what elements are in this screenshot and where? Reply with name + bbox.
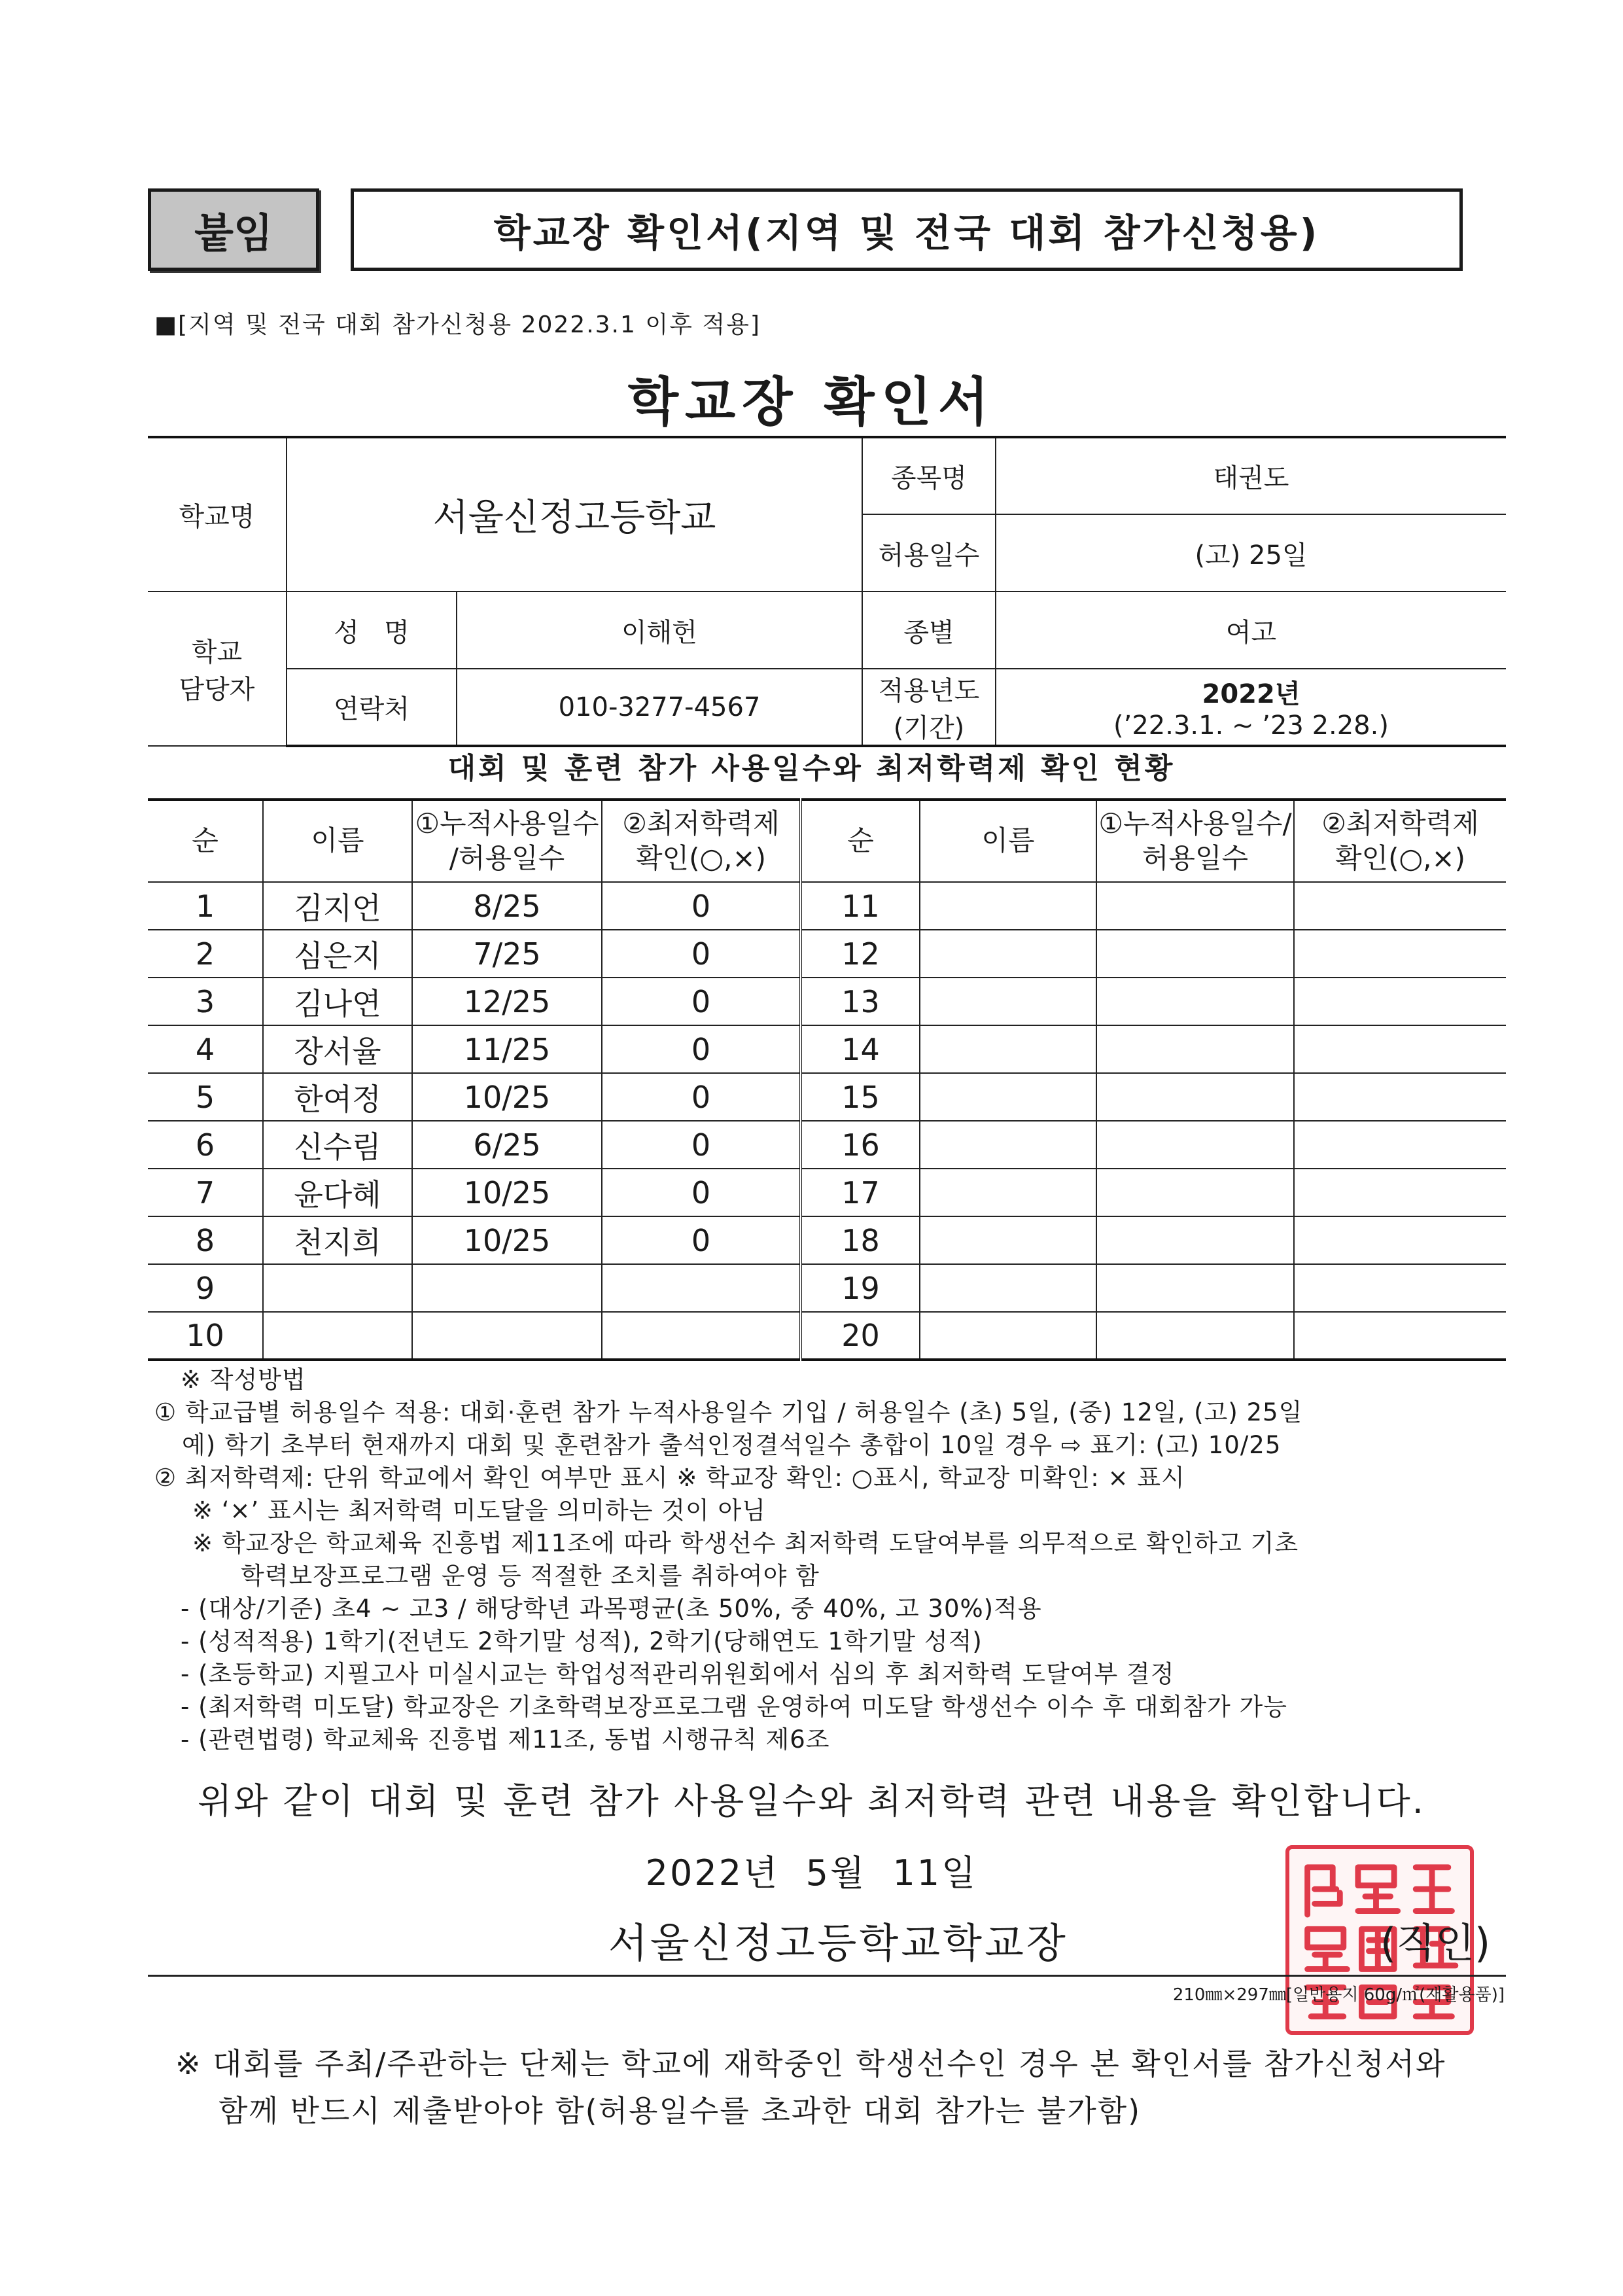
header-days-right-line2: 허용일수 [1142, 841, 1249, 874]
days-cell-right [1096, 930, 1294, 978]
academic-check-cell-right [1294, 1312, 1506, 1360]
seq-cell-right: 16 [801, 1121, 920, 1169]
school-info-table [148, 436, 1506, 747]
table-row [148, 1169, 1506, 1216]
table-row [148, 1264, 1506, 1312]
student-status-table [148, 798, 1506, 1361]
divider [148, 1975, 1506, 1977]
document-title: 학교장 확인서(지역 및 전국 대회 참가신청용) [351, 188, 1463, 271]
header-name: 이름 [263, 800, 412, 882]
student-name-cell [263, 1312, 412, 1360]
header-academic [602, 800, 801, 882]
student-name-cell: 신수림 [263, 1121, 412, 1169]
seq-cell: 8 [148, 1216, 263, 1264]
student-name-cell-right [920, 930, 1096, 978]
name-label: 성 명 [287, 592, 457, 669]
days-cell: 7/25 [412, 930, 602, 978]
seq-cell-right: 18 [801, 1216, 920, 1264]
academic-check-cell-right [1294, 882, 1506, 930]
method-line: ① 학교급별 허용일수 적용: 대회·훈련 참가 누적사용일수 기입 / 허용일수 (초) 5일, (중) 12일, (고) 25일 [154, 1398, 1303, 1426]
seq-cell-right: 14 [801, 1025, 920, 1073]
student-name-cell-right [920, 1216, 1096, 1264]
days-cell: 11/25 [412, 1025, 602, 1073]
academic-check-cell: 0 [602, 1169, 801, 1216]
days-cell-right [1096, 1025, 1294, 1073]
days-cell-right [1096, 882, 1294, 930]
year-label-line2: (기간) [893, 713, 965, 743]
header-academic-line2: 확인(○,×) [635, 841, 767, 874]
table-row [148, 1121, 1506, 1169]
academic-check-cell: 0 [602, 930, 801, 978]
table-row [148, 1073, 1506, 1121]
school-label: 학교명 [148, 437, 287, 592]
student-name-cell: 윤다혜 [263, 1169, 412, 1216]
academic-check-cell-right [1294, 1216, 1506, 1264]
seq-cell-right: 12 [801, 930, 920, 978]
seq-cell-right: 11 [801, 882, 920, 930]
seq-cell-right: 19 [801, 1264, 920, 1312]
principal-name: 서울신정고등학교학교장 [608, 1919, 1068, 1967]
academic-check-cell: 0 [602, 978, 801, 1025]
method-line: ※ 학교장은 학교체육 진흥법 제11조에 따라 학생선수 최저학력 도달여부를 의무적으로 확인하고 기초 [192, 1529, 1299, 1557]
seal-label: (직인) [1380, 1919, 1491, 1967]
days-cell-right [1096, 1073, 1294, 1121]
seq-cell: 3 [148, 978, 263, 1025]
academic-check-cell: 0 [602, 1073, 801, 1121]
seq-cell: 7 [148, 1169, 263, 1216]
academic-check-cell-right [1294, 978, 1506, 1025]
header-academic-line1: ②최저학력제 [622, 807, 780, 839]
days-cell: 12/25 [412, 978, 602, 1025]
year-value-year: 2022년 [1202, 679, 1300, 709]
student-name-cell-right [920, 978, 1096, 1025]
student-name-cell-right [920, 1312, 1096, 1360]
days-cell [412, 1312, 602, 1360]
method-line: ※ ‘×’ 표시는 최저학력 미도달을 의미하는 것이 아님 [192, 1496, 766, 1525]
applicability-note: ■[지역 및 전국 대회 참가신청용 2022.3.1 이후 적용] [154, 311, 761, 338]
table-row [148, 978, 1506, 1025]
header-academic-right-line1: ②최저학력제 [1321, 807, 1479, 839]
year-value [996, 669, 1506, 746]
academic-check-cell: 0 [602, 1025, 801, 1073]
method-line: - (최저학력 미도달) 학교장은 기초학력보장프로그램 운영하여 미도달 학생선수 이수 후 대회참가 가능 [181, 1693, 1288, 1721]
academic-check-cell-right [1294, 1121, 1506, 1169]
footer-line: 함께 반드시 제출받아야 함(허용일수를 초과한 대회 참가는 불가함) [218, 2093, 1142, 2128]
sport-label: 종목명 [862, 437, 996, 514]
student-name-cell: 장서율 [263, 1025, 412, 1073]
header-seq: 순 [148, 800, 263, 882]
attachment-label: 붙임 [148, 188, 319, 271]
academic-check-cell [602, 1264, 801, 1312]
contact-person-label-line2: 담당자 [179, 675, 255, 705]
paper-spec: 210㎜×297㎜[일반용지 60g/㎡(재활용품)] [1172, 1985, 1505, 2005]
header-days-line2: /허용일수 [449, 841, 565, 874]
school-name: 서울신정고등학교 [287, 437, 862, 592]
contact-person-label [148, 592, 287, 746]
academic-check-cell-right [1294, 1025, 1506, 1073]
sport-value: 태권도 [996, 437, 1506, 514]
student-name-cell-right [920, 1121, 1096, 1169]
year-value-period: (’22.3.1. ~ ’23 2.28.) [1113, 711, 1389, 741]
table-row [148, 930, 1506, 978]
academic-check-cell [602, 1312, 801, 1360]
page-title: 학교장 확인서 [627, 372, 996, 433]
days-cell-right [1096, 978, 1294, 1025]
method-line: - (성적적용) 1학기(전년도 2학기말 성적), 2학기(당해연도 1학기말 성적) [181, 1627, 983, 1655]
table-row [148, 882, 1506, 930]
header-name-right: 이름 [920, 800, 1096, 882]
student-name-cell-right [920, 882, 1096, 930]
footer-note [175, 2040, 1510, 2134]
header-days-right [1096, 800, 1294, 882]
days-cell-right [1096, 1312, 1294, 1360]
method-line: - (초등학교) 지필고사 미실시교는 학업성적관리위원회에서 심의 후 최저학력 도달여부 결정 [181, 1660, 1175, 1688]
student-name-cell: 김나연 [263, 978, 412, 1025]
seq-cell: 6 [148, 1121, 263, 1169]
academic-check-cell-right [1294, 930, 1506, 978]
confirmation-statement: 위와 같이 대회 및 훈련 참가 사용일수와 최저학력 관련 내용을 확인합니다. [198, 1780, 1425, 1822]
student-name-cell [263, 1264, 412, 1312]
academic-check-cell: 0 [602, 882, 801, 930]
student-name-cell-right [920, 1025, 1096, 1073]
academic-check-cell: 0 [602, 1216, 801, 1264]
days-cell: 10/25 [412, 1169, 602, 1216]
category-label: 종별 [862, 592, 996, 669]
phone-label: 연락처 [287, 669, 457, 746]
method-line: 예) 학기 초부터 현재까지 대회 및 훈련참가 출석인정결석일수 총합이 10일 경우 ⇨ 표기: (고) 10/25 [182, 1431, 1282, 1459]
header-days [412, 800, 602, 882]
seq-cell-right: 17 [801, 1169, 920, 1216]
student-name-cell: 김지언 [263, 882, 412, 930]
seq-cell-right: 20 [801, 1312, 920, 1360]
method-line: - (대상/기준) 초4 ~ 고3 / 해당학년 과목평균(초 50%, 중 40%, 고 30%)적용 [181, 1595, 1042, 1623]
days-cell [412, 1264, 602, 1312]
writing-method [154, 1364, 1515, 1756]
header-days-line1: ①누적사용일수 [415, 807, 599, 839]
days-cell: 10/25 [412, 1073, 602, 1121]
header-days-right-line1: ①누적사용일수/ [1098, 807, 1292, 839]
days-cell: 10/25 [412, 1216, 602, 1264]
seq-cell: 5 [148, 1073, 263, 1121]
footer-line: ※ 대회를 주최/주관하는 단체는 학교에 재학중인 학생선수인 경우 본 확인서를 참가신청서와 [175, 2046, 1446, 2081]
method-line: ② 최저학력제: 단위 학교에서 확인 여부만 표시 ※ 학교장 확인: ○표시, 학교장 미확인: × 표시 [154, 1464, 1185, 1492]
seq-cell: 10 [148, 1312, 263, 1360]
method-heading: ※ 작성방법 [181, 1366, 306, 1394]
student-name-cell: 심은지 [263, 930, 412, 978]
name-value: 이해헌 [457, 592, 862, 669]
seq-cell: 4 [148, 1025, 263, 1073]
student-name-cell-right [920, 1169, 1096, 1216]
year-label [862, 669, 996, 746]
table-row [148, 1025, 1506, 1073]
seq-cell-right: 13 [801, 978, 920, 1025]
contact-person-label-line1: 학교 [191, 637, 243, 667]
days-cell-right [1096, 1169, 1294, 1216]
days-cell-right [1096, 1264, 1294, 1312]
student-name-cell-right [920, 1264, 1096, 1312]
academic-check-cell-right [1294, 1073, 1506, 1121]
seq-cell: 1 [148, 882, 263, 930]
allowed-days-label: 허용일수 [862, 514, 996, 592]
category-value: 여고 [996, 592, 1506, 669]
student-name-cell: 한여정 [263, 1073, 412, 1121]
method-line: - (관련법령) 학교체육 진흥법 제11조, 동법 시행규칙 제6조 [181, 1725, 830, 1754]
days-cell: 6/25 [412, 1121, 602, 1169]
student-name-cell-right [920, 1073, 1096, 1121]
method-line: 학력보장프로그램 운영 등 적절한 조치를 취하여야 함 [241, 1562, 820, 1590]
year-label-line1: 적용년도 [878, 675, 980, 706]
seq-cell-right: 15 [801, 1073, 920, 1121]
header-academic-right-line2: 확인(○,×) [1335, 841, 1466, 874]
header-seq-right: 순 [801, 800, 920, 882]
days-cell-right [1096, 1121, 1294, 1169]
table-row [148, 1216, 1506, 1264]
seq-cell: 2 [148, 930, 263, 978]
seq-cell: 9 [148, 1264, 263, 1312]
header-academic-right [1294, 800, 1506, 882]
issue-date: 2022년 5월 11일 [645, 1852, 978, 1894]
status-subtitle: 대회 및 훈련 참가 사용일수와 최저학력제 확인 현황 [447, 752, 1176, 785]
student-name-cell: 천지희 [263, 1216, 412, 1264]
phone-value: 010-3277-4567 [457, 669, 862, 746]
table-row [148, 1312, 1506, 1360]
days-cell: 8/25 [412, 882, 602, 930]
academic-check-cell-right [1294, 1264, 1506, 1312]
academic-check-cell-right [1294, 1169, 1506, 1216]
allowed-days-value: (고) 25일 [996, 514, 1506, 592]
academic-check-cell: 0 [602, 1121, 801, 1169]
days-cell-right [1096, 1216, 1294, 1264]
